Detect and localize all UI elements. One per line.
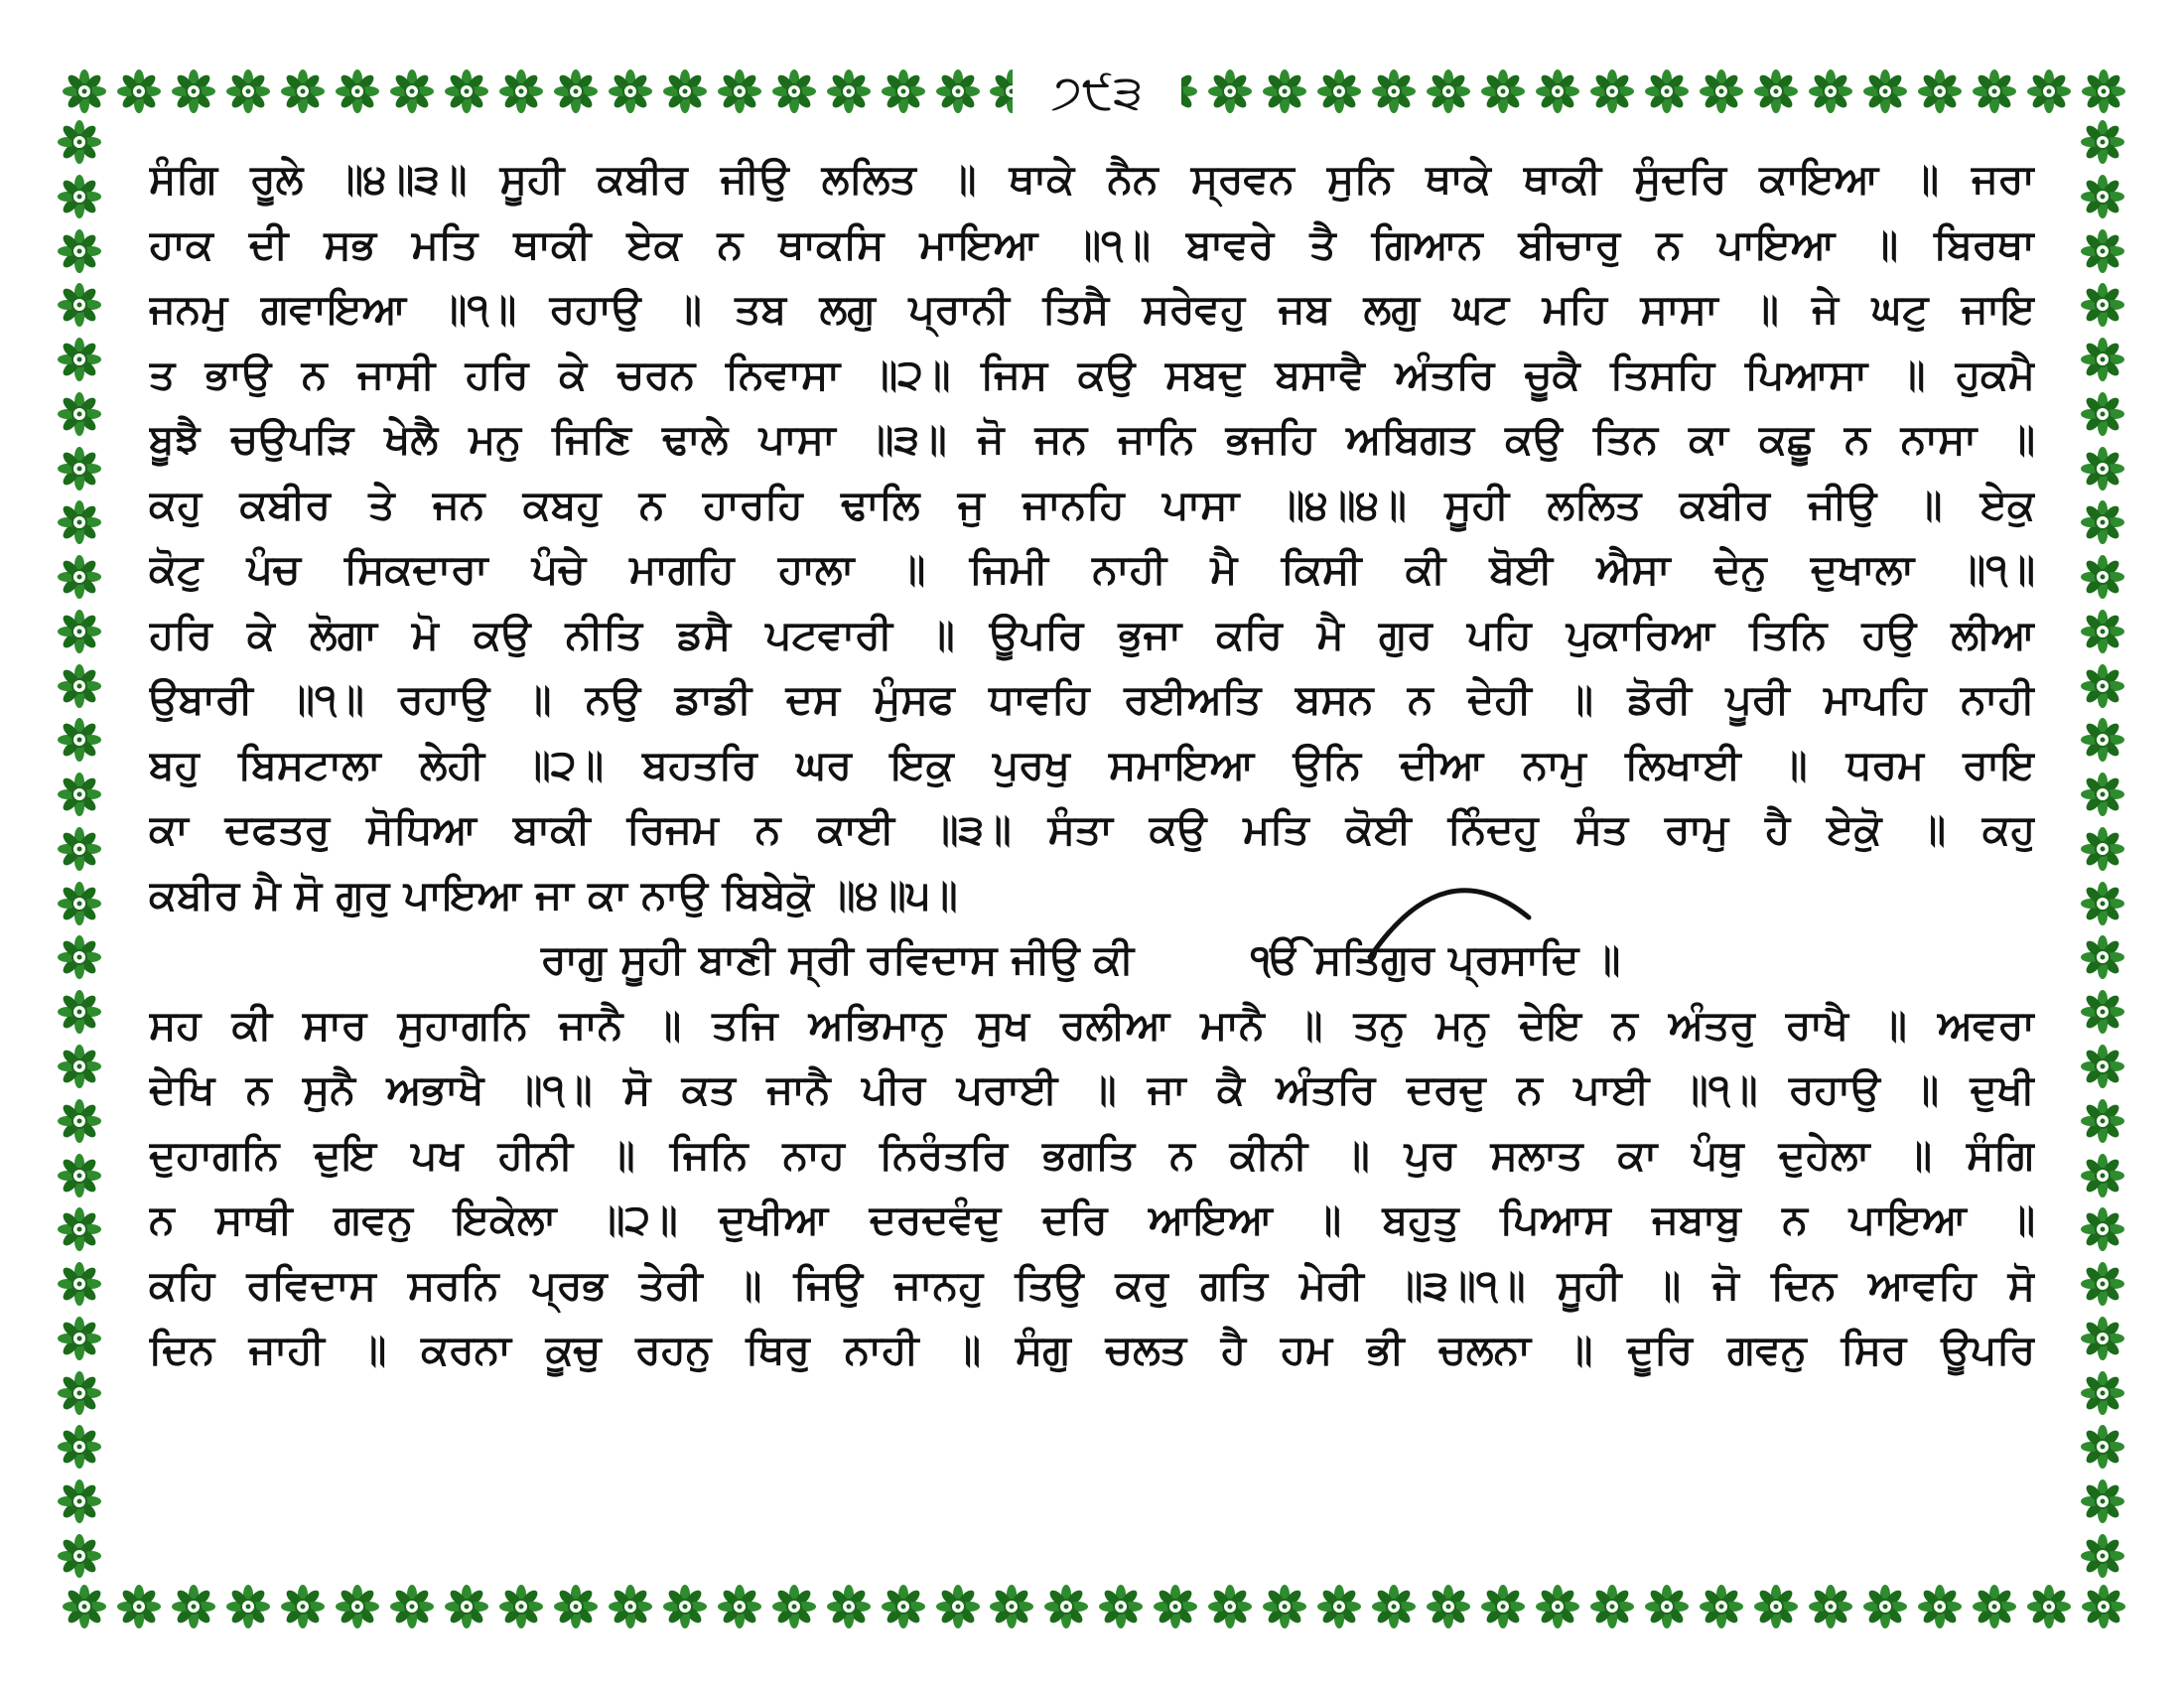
flower-icon bbox=[771, 1584, 817, 1629]
raag-title: ਰਾਗੁ ਸੂਹੀ ਬਾਣੀ ਸ੍ਰੀ ਰਵਿਦਾਸ ਜੀਉ ਕੀ bbox=[541, 935, 1135, 983]
flower-icon bbox=[2080, 446, 2125, 492]
flower-icon bbox=[335, 1584, 380, 1629]
flower-icon bbox=[2080, 881, 2125, 926]
flower-icon bbox=[57, 881, 102, 926]
border-bottom bbox=[62, 1567, 2126, 1646]
flower-icon bbox=[1371, 1584, 1417, 1629]
flower-icon bbox=[662, 69, 708, 114]
border-right bbox=[2063, 119, 2142, 1579]
flower-icon bbox=[2080, 772, 2125, 817]
flower-icon bbox=[57, 1424, 102, 1470]
flower-icon bbox=[1862, 69, 1908, 114]
flower-icon bbox=[1371, 69, 1417, 114]
flower-icon bbox=[57, 499, 102, 545]
flower-icon bbox=[1535, 1584, 1580, 1629]
flower-icon bbox=[1699, 69, 1744, 114]
mangal-text: ੴ ਸਤਿਗੁਰ ਪ੍ਰਸਾਦਿ ॥ bbox=[1251, 935, 1621, 983]
flower-icon bbox=[389, 69, 435, 114]
scripture-text bbox=[149, 147, 2035, 1383]
flower-icon bbox=[498, 1584, 544, 1629]
flower-icon bbox=[608, 69, 653, 114]
flower-icon bbox=[1426, 69, 1471, 114]
flower-icon bbox=[1644, 69, 1690, 114]
flower-icon bbox=[116, 1584, 162, 1629]
text-line: ਨ ਸਾਥੀ ਗਵਨੁ ਇਕੇਲਾ ॥੨॥ ਦੁਖੀਆ ਦਰਦਵੰਦੁ ਦਰਿ ਆਇਆ ॥ ਬਹੁਤੁ ਪਿਆਸ ਜਬਾਬੁ ਨ ਪਾਇਆ ॥ bbox=[149, 1196, 2035, 1243]
flower-icon bbox=[1316, 1584, 1362, 1629]
text-block-kabir bbox=[149, 147, 2035, 927]
flower-icon bbox=[57, 826, 102, 872]
flower-icon bbox=[717, 1584, 762, 1629]
flower-icon bbox=[57, 119, 102, 165]
flower-icon bbox=[57, 337, 102, 382]
flower-icon bbox=[389, 1584, 435, 1629]
text-line: ਸੰਗਿ ਰੂਲੇ ॥੪॥੩॥ ਸੂਹੀ ਕਬੀਰ ਜੀਉ ਲਲਿਤ ॥ ਥਾਕੇ ਨੈਨ ਸ੍ਰਵਨ ਸੁਨਿ ਥਾਕੇ ਥਾਕੀ ਸੁੰਦਰਿ ਕਾਇਆ ॥ ਜਰਾ bbox=[149, 155, 2035, 203]
flower-icon bbox=[57, 554, 102, 600]
flower-icon bbox=[771, 69, 817, 114]
flower-icon bbox=[1535, 69, 1580, 114]
flower-icon bbox=[2080, 499, 2125, 545]
flower-icon bbox=[57, 934, 102, 980]
ek-onkar-arc-icon bbox=[1350, 878, 1549, 967]
flower-icon bbox=[225, 69, 271, 114]
flower-icon bbox=[881, 69, 926, 114]
flower-icon bbox=[2080, 119, 2125, 165]
text-line: ਦਿਨ ਜਾਹੀ ॥ ਕਰਨਾ ਕੂਚੁ ਰਹਨੁ ਥਿਰੁ ਨਾਹੀ ॥ ਸੰਗੁ ਚਲਤ ਹੈ ਹਮ ਭੀ ਚਲਨਾ ॥ ਦੂਰਿ ਗਵਨੁ ਸਿਰ ਊਪਰਿ bbox=[149, 1326, 2035, 1373]
flower-icon bbox=[2080, 1478, 2125, 1524]
flower-icon bbox=[57, 1316, 102, 1361]
text-line: ਉਬਾਰੀ ॥੧॥ ਰਹਾਉ ॥ ਨਉ ਡਾਡੀ ਦਸ ਮੁੰਸਫ ਧਾਵਹਿ ਰਈਅਤਿ ਬਸਨ ਨ ਦੇਹੀ ॥ ਡੋਰੀ ਪੂਰੀ ਮਾਪਹਿ ਨਾਹੀ bbox=[149, 675, 2035, 723]
flower-icon bbox=[717, 69, 762, 114]
flower-icon bbox=[1644, 1584, 1690, 1629]
flower-icon bbox=[62, 1584, 107, 1629]
flower-icon bbox=[2026, 69, 2072, 114]
flower-icon bbox=[2081, 1584, 2126, 1629]
flower-icon bbox=[57, 772, 102, 817]
flower-icon bbox=[1699, 1584, 1744, 1629]
flower-icon bbox=[1589, 69, 1635, 114]
flower-icon bbox=[2080, 826, 2125, 872]
border-left bbox=[40, 119, 119, 1579]
flower-icon bbox=[1862, 1584, 1908, 1629]
flower-icon bbox=[662, 1584, 708, 1629]
flower-icon bbox=[1972, 1584, 2017, 1629]
flower-icon bbox=[826, 69, 872, 114]
flower-icon bbox=[1207, 1584, 1253, 1629]
flower-icon bbox=[116, 69, 162, 114]
flower-icon bbox=[57, 1098, 102, 1144]
flower-icon bbox=[335, 69, 380, 114]
flower-icon bbox=[2080, 282, 2125, 328]
flower-icon bbox=[57, 663, 102, 709]
flower-icon bbox=[2080, 1424, 2125, 1470]
flower-icon bbox=[2080, 1044, 2125, 1089]
flower-icon bbox=[57, 391, 102, 437]
text-line: ਕਹਿ ਰਵਿਦਾਸ ਸਰਨਿ ਪ੍ਰਭ ਤੇਰੀ ॥ ਜਿਉ ਜਾਨਹੁ ਤਿਉ ਕਰੁ ਗਤਿ ਮੇਰੀ ॥੩॥੧॥ ਸੂਹੀ ॥ ਜੋ ਦਿਨ ਆਵਹਿ ਸੋ bbox=[149, 1260, 2035, 1309]
text-line: ਦੇਖਿ ਨ ਸੁਨੈ ਅਭਾਖੈ ॥੧॥ ਸੋ ਕਤ ਜਾਨੈ ਪੀਰ ਪਰਾਈ ॥ ਜਾ ਕੈ ਅੰਤਰਿ ਦਰਦੁ ਨ ਪਾਈ ॥੧॥ ਰਹਾਉ ॥ ਦੁਖੀ bbox=[149, 1065, 2035, 1113]
text-line: ਤ ਭਾਉ ਨ ਜਾਸੀ ਹਰਿ ਕੇ ਚਰਨ ਨਿਵਾਸਾ ॥੨॥ ਜਿਸ ਕਉ ਸਬਦੁ ਬਸਾਵੈ ਅੰਤਰਿ ਚੂਕੈ ਤਿਸਹਿ ਪਿਆਸਾ ॥ ਹੁਕਮੈ bbox=[149, 350, 2035, 398]
flower-icon bbox=[2080, 1316, 2125, 1361]
flower-icon bbox=[2080, 1153, 2125, 1198]
flower-icon bbox=[2080, 717, 2125, 763]
flower-icon bbox=[57, 609, 102, 654]
flower-icon bbox=[1753, 1584, 1799, 1629]
flower-icon bbox=[280, 69, 326, 114]
flower-icon bbox=[1426, 1584, 1471, 1629]
flower-icon bbox=[57, 228, 102, 274]
flower-icon bbox=[2080, 1533, 2125, 1579]
flower-icon bbox=[1316, 69, 1362, 114]
flower-icon bbox=[498, 69, 544, 114]
flower-icon bbox=[1753, 69, 1799, 114]
flower-icon bbox=[935, 69, 981, 114]
flower-icon bbox=[1262, 69, 1307, 114]
flower-icon bbox=[225, 1584, 271, 1629]
flower-icon bbox=[2080, 1370, 2125, 1416]
text-line: ਹਰਿ ਕੇ ਲੋਗਾ ਮੋ ਕਉ ਨੀਤਿ ਡਸੈ ਪਟਵਾਰੀ ॥ ਊਪਰਿ ਭੁਜਾ ਕਰਿ ਮੈ ਗੁਰ ਪਹਿ ਪੁਕਾਰਿਆ ਤਿਨਿ ਹਉ ਲੀਆ bbox=[149, 610, 2035, 658]
flower-icon bbox=[2080, 989, 2125, 1035]
flower-icon bbox=[57, 1261, 102, 1307]
flower-icon bbox=[1480, 69, 1526, 114]
flower-icon bbox=[1917, 1584, 1963, 1629]
flower-icon bbox=[2081, 69, 2126, 114]
flower-icon bbox=[57, 446, 102, 492]
text-line: ਬੂਝੈ ਚਉਪੜਿ ਖੇਲੈ ਮਨੁ ਜਿਣਿ ਢਾਲੇ ਪਾਸਾ ॥੩॥ ਜੋ ਜਨ ਜਾਨਿ ਭਜਹਿ ਅਬਿਗਤ ਕਉ ਤਿਨ ਕਾ ਕਛੂ ਨ ਨਾਸਾ ॥ bbox=[149, 415, 2035, 463]
flower-icon bbox=[57, 989, 102, 1035]
text-line: ਹਾਕ ਦੀ ਸਭ ਮਤਿ ਥਾਕੀ ਏਕ ਨ ਥਾਕਸਿ ਮਾਇਆ ॥੧॥ ਬਾਵਰੇ ਤੈ ਗਿਆਨ ਬੀਚਾਰੁ ਨ ਪਾਇਆ ॥ ਬਿਰਥਾ bbox=[149, 219, 2035, 268]
flower-icon bbox=[2080, 609, 2125, 654]
flower-icon bbox=[2080, 1206, 2125, 1252]
flower-icon bbox=[171, 69, 216, 114]
flower-icon bbox=[2080, 663, 2125, 709]
flower-icon bbox=[57, 1153, 102, 1198]
text-line: ਕਬੀਰ ਮੈ ਸੋ ਗੁਰੁ ਪਾਇਆ ਜਾ ਕਾ ਨਾਉ ਬਿਬੇਕੋੁ ॥੪॥੫॥ bbox=[149, 870, 958, 918]
flower-icon bbox=[608, 1584, 653, 1629]
flower-icon bbox=[989, 1584, 1034, 1629]
flower-icon bbox=[57, 174, 102, 219]
flower-icon bbox=[1808, 1584, 1853, 1629]
flower-icon bbox=[57, 717, 102, 763]
flower-icon bbox=[881, 1584, 926, 1629]
flower-icon bbox=[1207, 69, 1253, 114]
text-block-ravidas bbox=[149, 993, 2035, 1383]
flower-icon bbox=[57, 1206, 102, 1252]
flower-icon bbox=[2080, 174, 2125, 219]
text-line: ਕੋਟੁ ਪੰਚ ਸਿਕਦਾਰਾ ਪੰਚੇ ਮਾਗਹਿ ਹਾਲਾ ॥ ਜਿਮੀ ਨਾਹੀ ਮੈ ਕਿਸੀ ਕੀ ਬੋਈ ਐਸਾ ਦੇਨੁ ਦੁਖਾਲਾ ॥੧॥ bbox=[149, 545, 2035, 593]
flower-icon bbox=[444, 1584, 489, 1629]
flower-icon bbox=[1589, 1584, 1635, 1629]
flower-icon bbox=[57, 282, 102, 328]
flower-icon bbox=[1808, 69, 1853, 114]
flower-icon bbox=[62, 69, 107, 114]
flower-icon bbox=[2026, 1584, 2072, 1629]
flower-icon bbox=[2080, 1098, 2125, 1144]
flower-icon bbox=[553, 1584, 599, 1629]
flower-icon bbox=[444, 69, 489, 114]
raag-heading bbox=[149, 927, 2035, 993]
flower-icon bbox=[57, 1044, 102, 1089]
flower-icon bbox=[2080, 934, 2125, 980]
flower-icon bbox=[1972, 69, 2017, 114]
flower-icon bbox=[1153, 1584, 1198, 1629]
flower-icon bbox=[826, 1584, 872, 1629]
flower-icon bbox=[1480, 1584, 1526, 1629]
page-number: ੭੯੩ bbox=[1013, 58, 1181, 127]
flower-icon bbox=[2080, 228, 2125, 274]
flower-icon bbox=[1043, 1584, 1089, 1629]
flower-icon bbox=[1262, 1584, 1307, 1629]
flower-icon bbox=[57, 1478, 102, 1524]
flower-icon bbox=[2080, 1261, 2125, 1307]
flower-icon bbox=[1917, 69, 1963, 114]
text-line: ਕਹੁ ਕਬੀਰ ਤੇ ਜਨ ਕਬਹੁ ਨ ਹਾਰਹਿ ਢਾਲਿ ਜੁ ਜਾਨਹਿ ਪਾਸਾ ॥੪॥੪॥ ਸੂਹੀ ਲਲਿਤ ਕਬੀਰ ਜੀਉ ॥ ਏਕੁ bbox=[149, 480, 2035, 528]
flower-icon bbox=[57, 1533, 102, 1579]
text-line: ਸਹ ਕੀ ਸਾਰ ਸੁਹਾਗਨਿ ਜਾਨੈ ॥ ਤਜਿ ਅਭਿਮਾਨੁ ਸੁਖ ਰਲੀਆ ਮਾਨੈ ॥ ਤਨੁ ਮਨੁ ਦੇਇ ਨ ਅੰਤਰੁ ਰਾਖੈ ॥ ਅਵਰਾ bbox=[149, 1000, 2035, 1049]
flower-icon bbox=[2080, 337, 2125, 382]
flower-icon bbox=[57, 1370, 102, 1416]
flower-icon bbox=[171, 1584, 216, 1629]
text-line: ਕਾ ਦਫਤਰੁ ਸੋਧਿਆ ਬਾਕੀ ਰਿਜਮ ਨ ਕਾਈ ॥੩॥ ਸੰਤਾ ਕਉ ਮਤਿ ਕੋਈ ਨਿੰਦਹੁ ਸੰਤ ਰਾਮੁ ਹੈ ਏਕੋੁ ॥ ਕਹੁ bbox=[149, 805, 2035, 853]
flower-icon bbox=[553, 69, 599, 114]
flower-icon bbox=[280, 1584, 326, 1629]
text-line: ਬਹੁ ਬਿਸਟਾਲਾ ਲੇਹੀ ॥੨॥ ਬਹਤਰਿ ਘਰ ਇਕੁ ਪੁਰਖੁ ਸਮਾਇਆ ਉਨਿ ਦੀਆ ਨਾਮੁ ਲਿਖਾਈ ॥ ਧਰਮ ਰਾਇ bbox=[149, 740, 2035, 788]
flower-icon bbox=[2080, 391, 2125, 437]
text-line: ਜਨਮੁ ਗਵਾਇਆ ॥੧॥ ਰਹਾਉ ॥ ਤਬ ਲਗੁ ਪ੍ਰਾਨੀ ਤਿਸੈ ਸਰੇਵਹੁ ਜਬ ਲਗੁ ਘਟ ਮਹਿ ਸਾਸਾ ॥ ਜੇ ਘਟੁ ਜਾਇ bbox=[149, 285, 2035, 333]
text-line: ਦੁਹਾਗਨਿ ਦੁਇ ਪਖ ਹੀਨੀ ॥ ਜਿਨਿ ਨਾਹ ਨਿਰੰਤਰਿ ਭਗਤਿ ਨ ਕੀਨੀ ॥ ਪੁਰ ਸਲਾਤ ਕਾ ਪੰਥੁ ਦੁਹੇਲਾ ॥ ਸੰਗਿ bbox=[149, 1130, 2035, 1179]
flower-icon bbox=[935, 1584, 981, 1629]
flower-icon bbox=[2080, 554, 2125, 600]
flower-icon bbox=[1098, 1584, 1144, 1629]
